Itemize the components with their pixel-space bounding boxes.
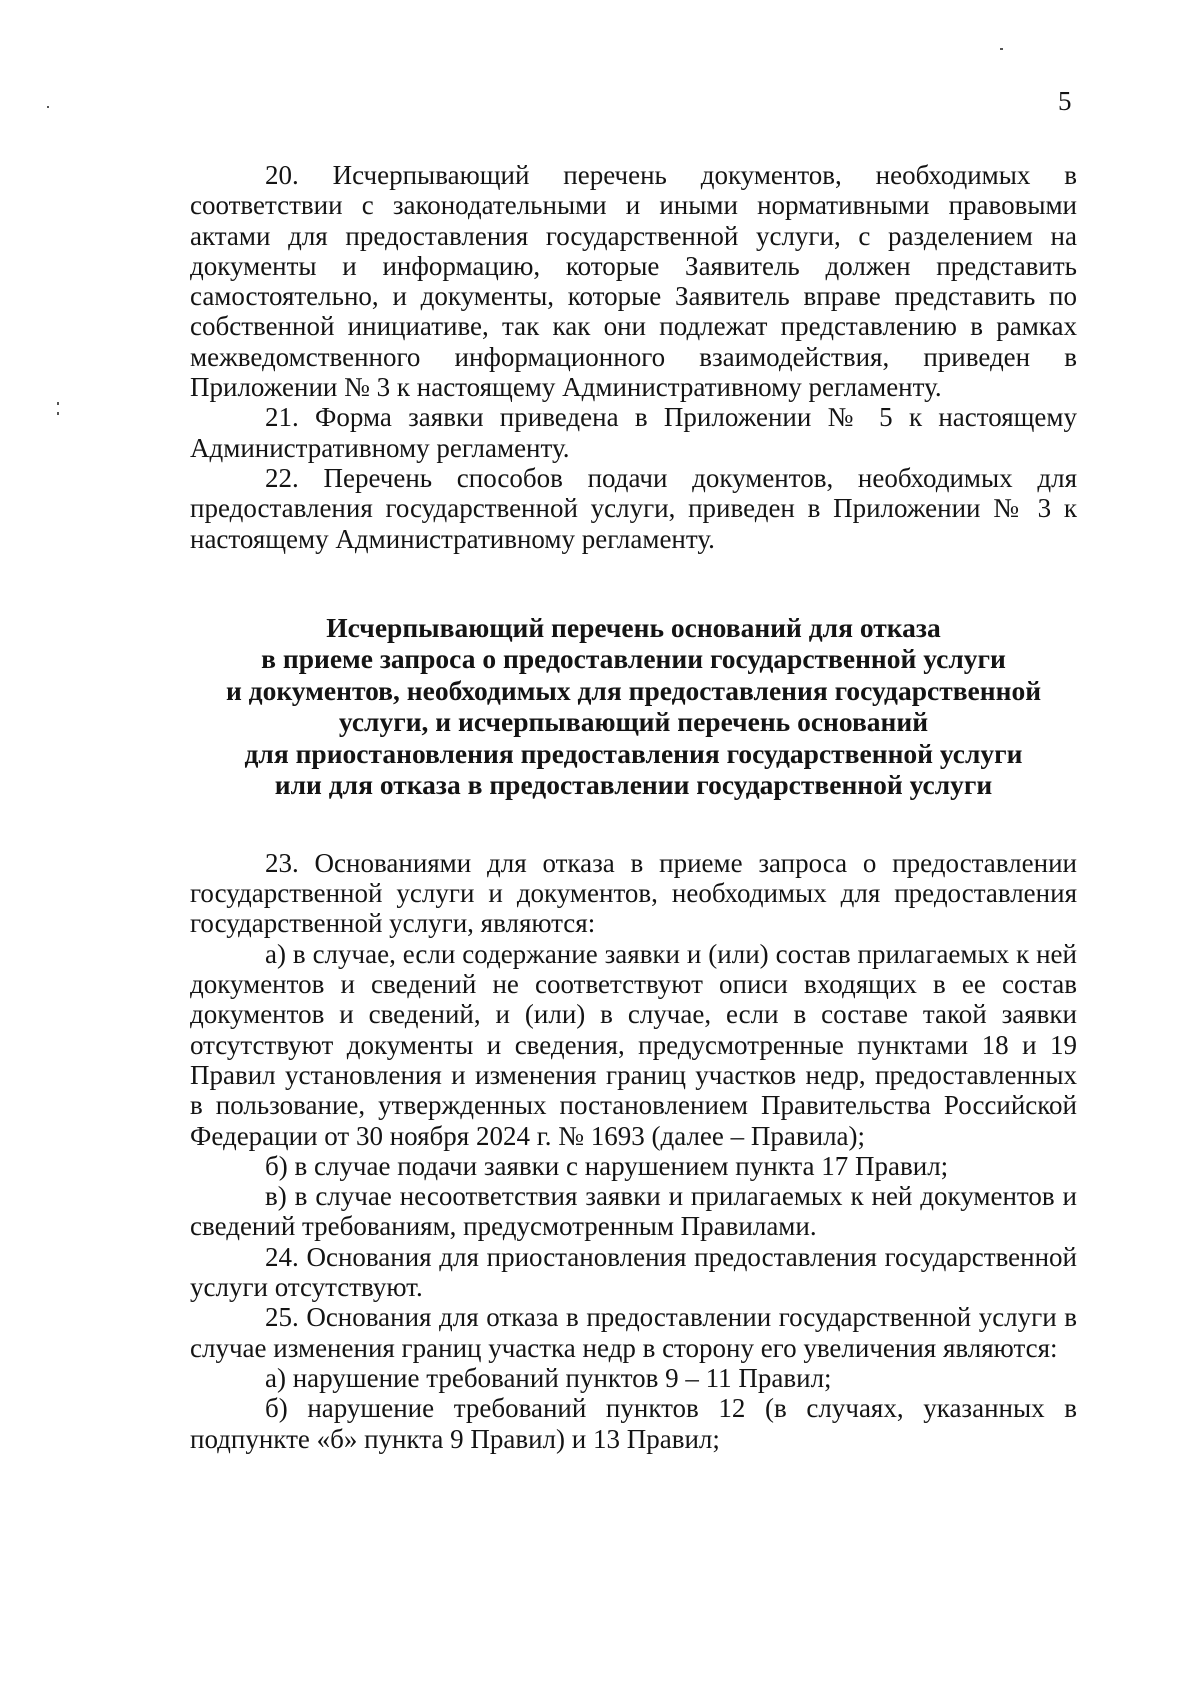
heading-line: и документов, необходимых для предоставления государственной bbox=[225, 674, 1042, 706]
heading-line: для приостановления предоставления государственной услуги bbox=[244, 737, 1023, 769]
paragraph-23: 23. Основаниями для отказа в приеме запроса о предоставлении государственной услуги и документов, необходимых для предоставления государственной услуги, являются: bbox=[190, 847, 1077, 939]
subparagraph-23v: в) в случае несоответствия заявки и прилагаемых к ней документов и сведений требованиям, предусмотренным Правилами. bbox=[190, 1181, 1077, 1242]
subparagraph-25b: б) нарушение требований пунктов 12 (в случаях, указанных в подпункте «б» пункта 9 Правил) и 13 Правил; bbox=[190, 1393, 1077, 1454]
scan-speck bbox=[57, 402, 59, 405]
scan-speck bbox=[1000, 48, 1003, 50]
subparagraph-25a: а) нарушение требований пунктов 9 – 11 Правил; bbox=[265, 1362, 832, 1393]
subparagraph-23a: а) в случае, если содержание заявки и (или) состав прилагаемых к ней документов и сведений не соответствуют описи входящих в ее состав документов и сведений, и (или) в случае, если в составе такой заявки отсутствуют документы и сведения, предусмотренные пунктами 18 и 19 Правил установления и изменения границ участков недр, предоставленных в пользование, утвержденных постановлением Правительства Российской Федерации от 30 ноября 2024 г. № 1693 (далее – Правила); bbox=[190, 938, 1077, 1151]
heading-line: или для отказа в предоставлении государственной услуги bbox=[274, 769, 993, 801]
paragraph-24: 24. Основания для приостановления предоставления государственной услуги отсутствуют. bbox=[190, 1241, 1077, 1303]
paragraph-25: 25. Основания для отказа в предоставлении государственной услуги в случае изменения границ участка недр в сторону его увеличения являются: bbox=[190, 1302, 1077, 1363]
paragraph-22: 22. Перечень способов подачи документов, необходимых для предоставления государственной услуги, приведен в Приложении № 3 к настоящему Административному регламенту. bbox=[190, 462, 1077, 554]
page-number: 5 bbox=[1058, 86, 1072, 116]
document-body bbox=[190, 160, 1077, 1454]
paragraph-21: 21. Форма заявки приведена в Приложении № 5 к настоящему Административному регламенту. bbox=[190, 402, 1077, 463]
section-heading bbox=[190, 612, 1077, 801]
scan-speck bbox=[47, 106, 49, 108]
paragraph-20: 20. Исчерпывающий перечень документов, необходимых в соответствии с законодательными и иными нормативными правовыми актами для предоставления государственной услуги, с разделением на документы и информацию, которые Заявитель должен представить самостоятельно, и документы, которые Заявитель вправе представить по собственной инициативе, так как они подлежат представлению в рамках межведомственного информационного взаимодействия, приведен в Приложении № 3 к настоящему Административному регламенту. bbox=[190, 160, 1077, 403]
heading-line: в приеме запроса о предоставлении государственной услуги bbox=[261, 643, 1006, 675]
heading-line: услуги, и исчерпывающий перечень оснований bbox=[338, 706, 929, 738]
subparagraph-23b: б) в случае подачи заявки с нарушением пункта 17 Правил; bbox=[265, 1150, 949, 1181]
scan-speck bbox=[57, 412, 59, 415]
heading-line: Исчерпывающий перечень оснований для отказа bbox=[326, 611, 941, 643]
